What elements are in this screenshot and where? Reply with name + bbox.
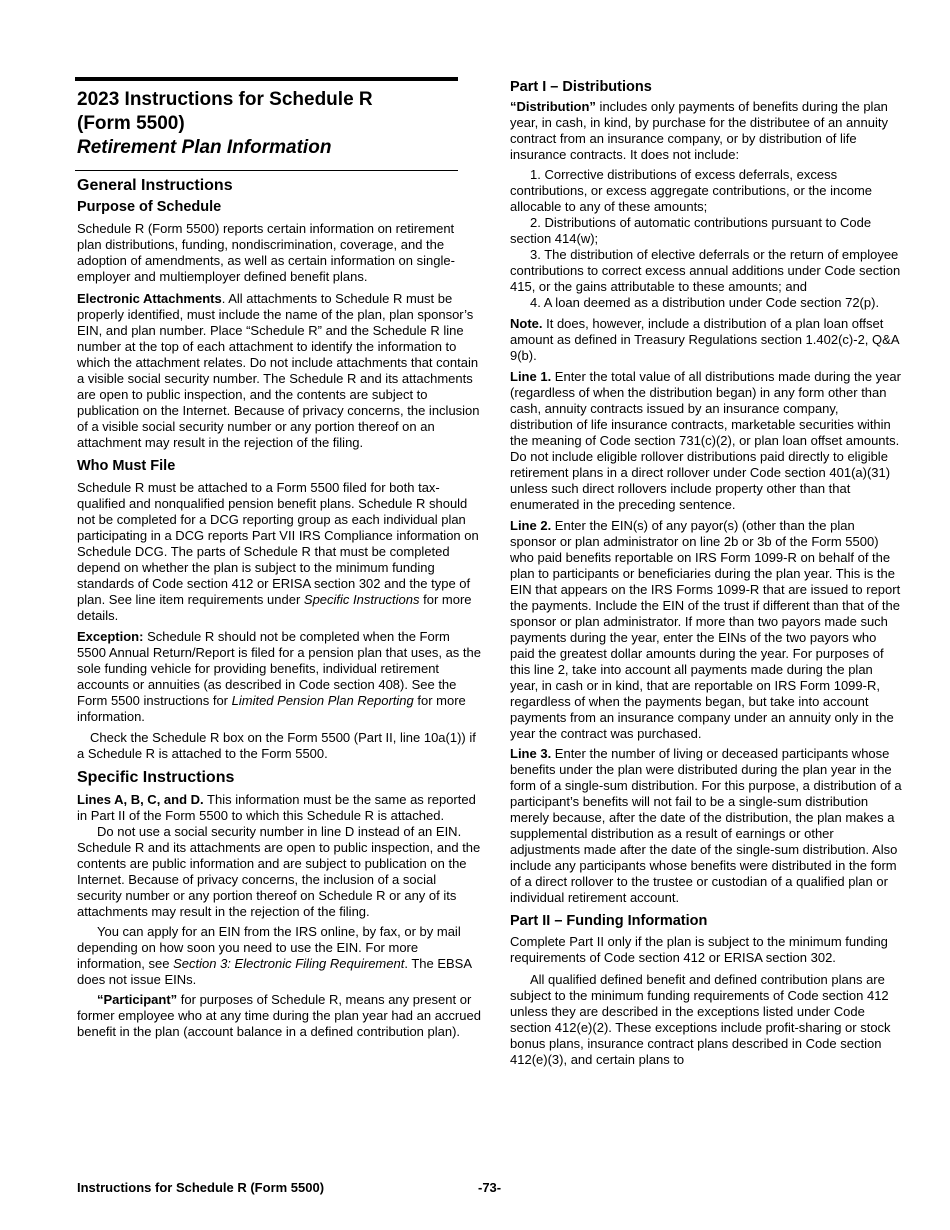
- electronic-attachments-label: Electronic Attachments: [77, 291, 222, 306]
- distribution-label: “Distribution”: [510, 99, 596, 114]
- part-2-paragraph-2: All qualified defined benefit and defined contribution plans are subject to the minimum funding requirements of Code section 412 unless they are described in the exceptions listed under Code section 412(e)(2). These exceptions include profit-sharing or stock bonus plans, insurance contract plans described in Code section 412(e)(3), and certain plans to: [510, 972, 891, 1067]
- purpose-paragraph: Schedule R (Form 5500) reports certain information on retirement plan distributions, funding, nondiscrimination, coverage, and the adoption of amendments, as well as certain information on single-employer and multiemployer defined benefit plans.: [77, 221, 455, 284]
- line-1-label: Line 1.: [510, 369, 552, 384]
- electronic-attachments-paragraph: Electronic Attachments. All attachments to Schedule R must be properly identified, must include the name of the plan, plan sponsor’s EIN, and plan number. Place “Schedule R” and the Schedule R line number at the top of each attachment to identify the information to which the attachment relates. Do not include attachments that contain a visible social security number. The Schedule R and its attachments are open to public inspection, and the contents are subject to publication on the Internet. Because of privacy concerns, the inclusion of a visible social security number or any portion thereof on an attachment may result in the rejection of the filing.: [77, 291, 480, 450]
- ein-paragraph: You can apply for an EIN from the IRS online, by fax, or by mail depending on how soon you need to use the EIN. For more information, see Section 3: Electronic Filing Requirement. The EBSA does not issue EINs.: [77, 924, 472, 987]
- part-1-heading: Part I – Distributions: [510, 79, 652, 95]
- exception-label: Exception:: [77, 629, 144, 644]
- general-instructions-heading: General Instructions: [77, 177, 233, 194]
- part-2-paragraph: Complete Part II only if the plan is subject to the minimum funding requirements of Code section 412 or ERISA section 302.: [510, 934, 888, 965]
- title-subtitle: Retirement Plan Information: [77, 137, 332, 158]
- who-must-file-paragraph: Schedule R must be attached to a Form 5500 filed for both tax-qualified and nonqualified pension benefit plans. Schedule R should not be completed for a DCG reporting group as each individual plan participating in a DCG reports Part VII IRS Compliance information on Schedule DCG. The parts of Schedule R that must be completed depend on whether the plan is subject to the minimum funding standards of Code section 412 or ERISA section 302 and the type of plan. See line item requirements under Specific Instructions for more details.: [77, 480, 479, 623]
- participant-paragraph: “Participant” for purposes of Schedule R, means any present or former employee who at any time during the plan year had an accrued benefit in the plan (account balance in a defined contribution plan).: [77, 992, 481, 1039]
- specific-instructions-heading: Specific Instructions: [77, 769, 235, 786]
- ssn-paragraph: Do not use a social security number in line D instead of an EIN. Schedule R and its attachments are open to public inspection, and the contents are public information and are subject to publication on the Internet. Because of privacy concerns, the inclusion of a social security number or any portion thereof on Schedule R or any of its attachments may result in the rejection of the filing.: [77, 824, 481, 919]
- title-top-rule: [75, 77, 458, 81]
- page-number: -73-: [478, 1180, 502, 1195]
- page-title: [77, 88, 467, 160]
- footer-title: Instructions for Schedule R (Form 5500): [77, 1180, 325, 1195]
- list-item: 3. The distribution of elective deferrals or the return of employee contributions to correct excess annual additions under Code section 415, or the gains attributable to these amounts; and: [510, 247, 901, 294]
- line-3-paragraph: Line 3. Enter the number of living or deceased participants whose benefits under the plan were distributed during the plan year in the form of a single-sum distribution. For this purpose, a distribution of a participant’s benefits will not fail to be a single-sum distribution merely because, after the date of the distribution, the plan makes a supplemental distribution as a result of earnings or other adjustments made after the date of the single-sum distribution. Also include any participants whose benefits were distributed in the form of a direct rollover to the trustee or custodian of a qualified plan or individual retirement account.: [510, 746, 902, 905]
- line-2-label: Line 2.: [510, 518, 552, 533]
- list-item: 4. A loan deemed as a distribution under Code section 72(p).: [530, 295, 880, 310]
- purpose-heading: Purpose of Schedule: [77, 199, 222, 215]
- list-item: 1. Corrective distributions of excess deferrals, excess contributions, or excess aggregate contributions, or the income allocable to any of these amounts;: [510, 167, 873, 214]
- title-bottom-rule: [75, 170, 458, 171]
- title-line-1: 2023 Instructions for Schedule R: [77, 89, 373, 110]
- right-column: [510, 78, 902, 1068]
- lines-abcd-label: Lines A, B, C, and D.: [77, 792, 204, 807]
- who-must-file-heading: Who Must File: [77, 458, 176, 474]
- distribution-paragraph: “Distribution” includes only payments of benefits during the plan year, in cash, in kind, by purchase for the distributee of an annuity contract from an insurance company, or by distribution of life insurance contracts. It does not include:: [510, 99, 888, 162]
- note-label: Note.: [510, 316, 543, 331]
- participant-label: “Participant”: [97, 992, 178, 1007]
- exclusion-list: [510, 167, 902, 311]
- part-2-heading: Part II – Funding Information: [510, 913, 708, 929]
- exception-paragraph: Exception: Schedule R should not be completed when the Form 5500 Annual Return/Report is filed for a pension plan that uses, as the sole funding vehicle for providing benefits, individual retirement accounts or annuities (as described in Code section 408). See the Form 5500 instructions for Limited Pension Plan Reporting for more information.: [77, 629, 481, 724]
- line-3-label: Line 3.: [510, 746, 552, 761]
- line-2-paragraph: Line 2. Enter the EIN(s) of any payor(s) (other than the plan sponsor or plan administrator on line 2b or 3b of the Form 5500) who paid benefits reportable on IRS Form 1099-R on behalf of the plan to participants or beneficiaries during the plan year. This is the EIN that appears on the IRS Forms 1099-R that are issued to report the payments. Include the EIN of the trust if different than that of the sponsor or plan administrator. If more than two payors made such payments during the year, enter the EINs of the two payors who paid the greatest dollar amounts during the year. For purposes of this line 2, take into account all payments made during the plan year, in cash or in kind, that are reportable on IRS Form 1099-R, regardless of when the payments began, but take into account payments from an insurance company under an annuity only in the year the contract was purchased.: [510, 518, 901, 741]
- left-column: [77, 176, 481, 1040]
- list-item: 2. Distributions of automatic contributions pursuant to Code section 414(w);: [510, 215, 872, 246]
- note-paragraph: Note. It does, however, include a distribution of a plan loan offset amount as defined in Treasury Regulations section 1.402(c)-2, Q&A 9(b).: [510, 316, 899, 363]
- check-box-paragraph: Check the Schedule R box on the Form 5500 (Part II, line 10a(1)) if a Schedule R is attached to the Form 5500.: [77, 730, 476, 761]
- title-line-2: (Form 5500): [77, 113, 185, 134]
- lines-abcd-paragraph: Lines A, B, C, and D. This information must be the same as reported in Part II of the Form 5500 to which this Schedule R is attached.: [77, 792, 476, 823]
- line-1-paragraph: Line 1. Enter the total value of all distributions made during the year (regardless of when the distribution began) in any form other than cash, annuity contracts issued by an insurance company, distribution of life insurance contracts, marketable securities within the meaning of Code section 731(c)(2), or plan loan offset amounts. Do not include eligible rollover distributions paid directly to eligible retirement plans in a direct rollover under Code section 401(a)(31) unless such direct rollovers include property other than that enumerated in the preceding sentence.: [510, 369, 901, 512]
